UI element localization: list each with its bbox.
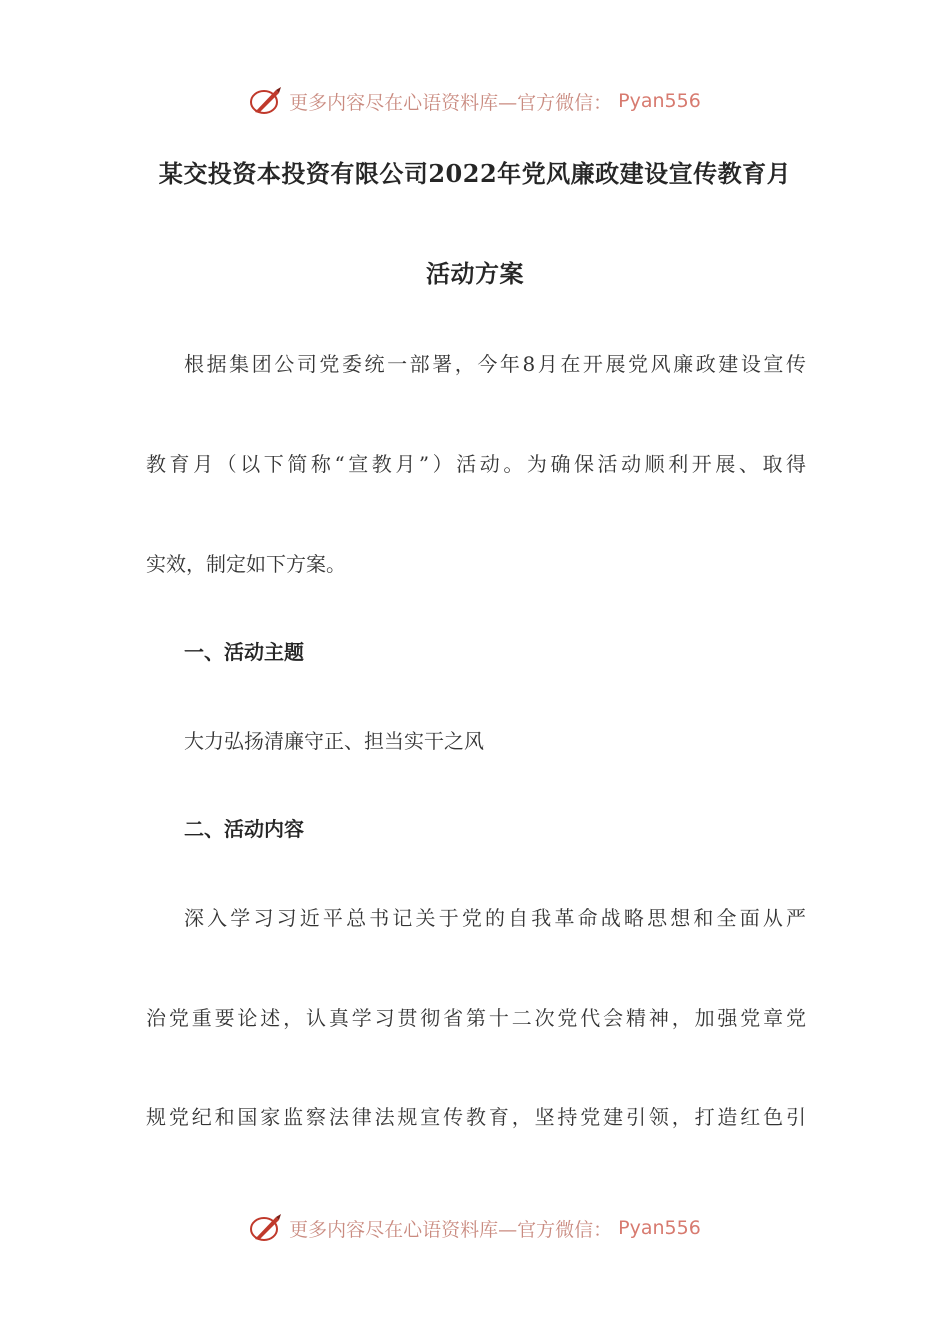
document-title-line-2: 活动方案 [426,259,524,288]
watermark-wechat-id: Pyan556 [618,90,701,112]
watermark-header [0,86,950,116]
quill-pen-icon [249,86,283,116]
intro-line-1: 根据集团公司党委统一部署，今年8月在开展党风廉政建设宣传 [184,352,806,376]
intro-line-2: 教育月（以下简称“宣教月”）活动。为确保活动顺利开展、取得 [146,452,806,476]
watermark-text: 更多内容尽在心语资料库—官方微信： [289,1218,613,1241]
section-2-line-3: 规党纪和国家监察法律法规宣传教育，坚持党建引领，打造红色引 [146,1105,806,1129]
section-2-line-2: 治党重要论述，认真学习贯彻省第十二次党代会精神，加强党章党 [146,1006,806,1030]
quill-pen-icon [249,1213,283,1243]
watermark-text: 更多内容尽在心语资料库—官方微信： [289,91,613,114]
watermark-footer [0,1213,950,1243]
section-1-text: 大力弘扬清廉守正、担当实干之风 [184,729,484,753]
document-title-line-1: 某交投资本投资有限公司2022年党风廉政建设宣传教育月 [158,159,792,188]
section-1-heading: 一、活动主题 [184,640,304,664]
section-2-heading: 二、活动内容 [184,817,304,841]
intro-line-3: 实效，制定如下方案。 [146,552,346,576]
section-2-line-1: 深入学习习近平总书记关于党的自我革命战略思想和全面从严 [184,906,806,930]
watermark-wechat-id: Pyan556 [618,1217,701,1239]
